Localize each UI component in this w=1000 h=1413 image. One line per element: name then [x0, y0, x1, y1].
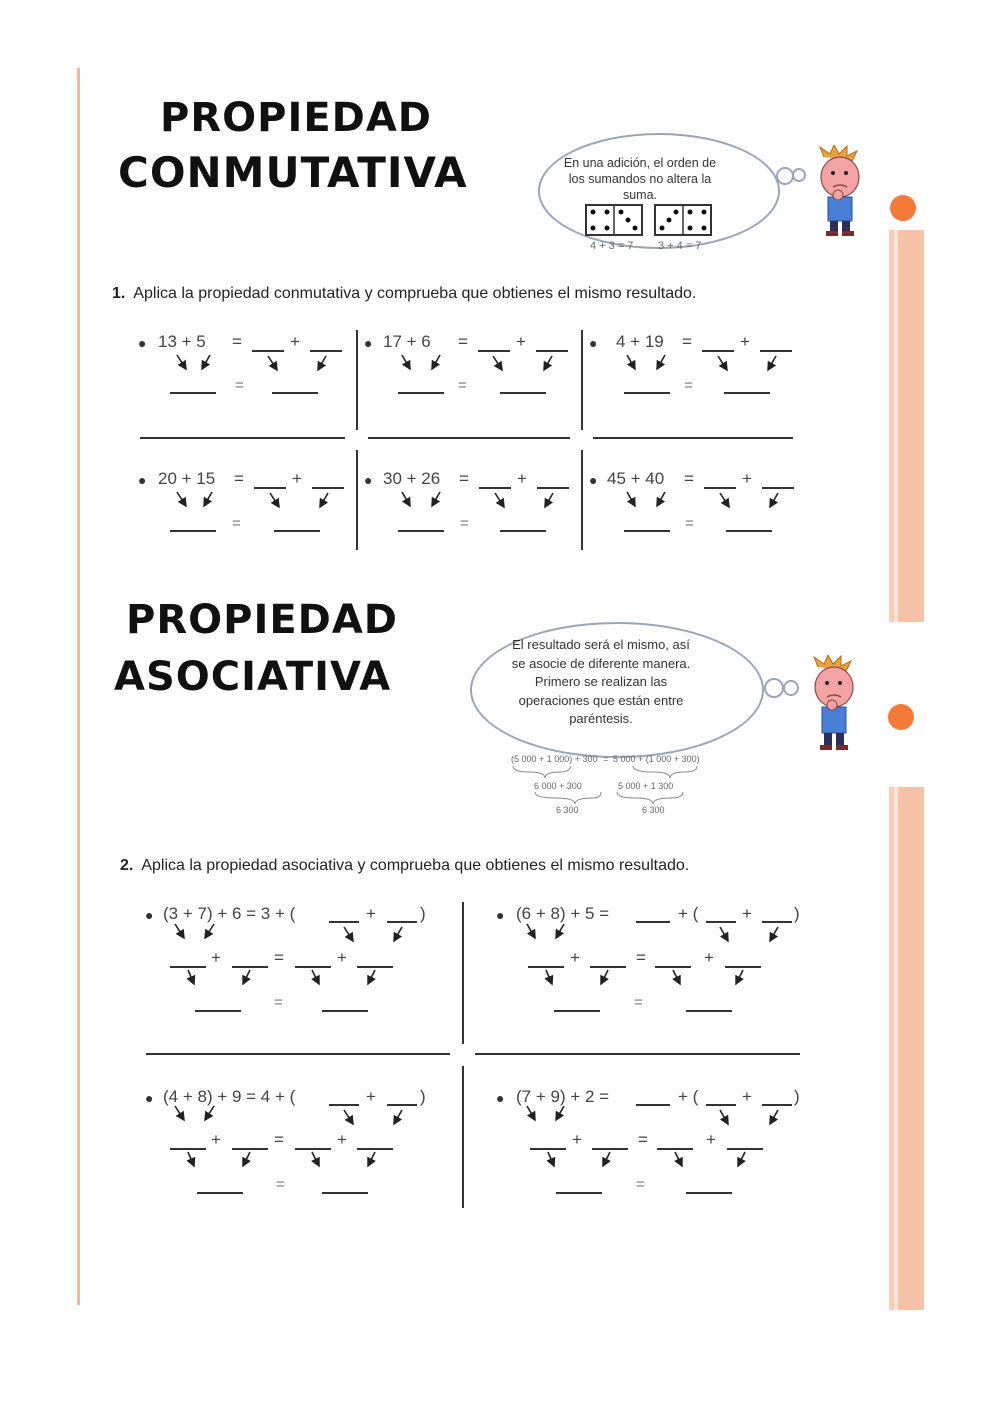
exercise-expression: (7 + 9) + 2 = — [516, 1087, 610, 1106]
plus-sign: + — [570, 948, 580, 967]
close-paren: ) — [794, 1087, 800, 1106]
example-right-top: 5 000 + (1 000 + 300) — [613, 754, 700, 764]
thinking-boy-icon — [804, 655, 866, 753]
answer-blank[interactable] — [310, 350, 342, 352]
answer-blank[interactable] — [727, 1148, 763, 1150]
example-right-mid: 5 000 + 1 300 — [618, 781, 674, 791]
equals-sign: = — [460, 515, 469, 532]
exercise-expression: 17 + 6 — [383, 332, 431, 351]
plus-sign: + — [742, 1087, 752, 1106]
answer-blank[interactable] — [762, 921, 792, 923]
equals-sign: = — [636, 1176, 645, 1193]
section1-title-line1: PROPIEDAD — [160, 95, 433, 141]
answer-blank[interactable] — [636, 921, 670, 923]
answer-blank[interactable] — [624, 530, 670, 532]
instruction-number: 2. — [120, 857, 134, 874]
domino-icon — [585, 204, 715, 238]
grid-divider — [356, 450, 358, 550]
answer-blank[interactable] — [686, 1192, 732, 1194]
equals-sign: = — [458, 377, 467, 394]
grid-divider — [368, 437, 570, 439]
answer-blank[interactable] — [478, 350, 510, 352]
example-brackets — [505, 762, 705, 808]
answer-blank[interactable] — [322, 1192, 368, 1194]
equals-sign: = — [232, 515, 241, 532]
bullet: ● — [589, 335, 598, 351]
answer-blank[interactable] — [398, 530, 444, 532]
answer-blank[interactable] — [536, 350, 568, 352]
exercise-expression: 45 + 40 — [607, 469, 665, 488]
answer-blank[interactable] — [312, 487, 344, 489]
bullet: ● — [145, 907, 154, 923]
answer-blank[interactable] — [500, 392, 546, 394]
answer-blank[interactable] — [398, 392, 444, 394]
thinking-boy-icon — [810, 145, 870, 237]
answer-blank[interactable] — [357, 1148, 393, 1150]
plus-sign: + — [572, 1130, 582, 1149]
answer-blank[interactable] — [556, 1192, 602, 1194]
plus-sign: + — [211, 948, 221, 967]
equals-sign: = — [276, 1176, 285, 1193]
grid-divider — [593, 437, 793, 439]
grid-divider — [140, 437, 345, 439]
equals-sign: = — [274, 948, 284, 967]
answer-blank[interactable] — [702, 350, 734, 352]
domino-equation: 4 + 3 = 7 — [590, 240, 634, 252]
instruction-number: 1. — [112, 285, 126, 302]
section1-title-line2: CONMUTATIVA — [118, 148, 468, 197]
bullet: ● — [496, 907, 505, 923]
answer-blank[interactable] — [254, 487, 286, 489]
answer-blank[interactable] — [724, 392, 770, 394]
thought-bubble — [764, 678, 784, 698]
section2-title-line2: ASOCIATIVA — [114, 654, 392, 700]
answer-blank[interactable] — [590, 966, 626, 968]
answer-blank[interactable] — [252, 350, 284, 352]
thought-bubble — [792, 168, 806, 182]
instruction-1 — [112, 285, 696, 303]
left-margin-rule — [77, 68, 80, 1305]
answer-blank[interactable] — [554, 1010, 600, 1012]
answer-blank[interactable] — [686, 1010, 732, 1012]
answer-blank[interactable] — [329, 1104, 359, 1106]
answer-blank[interactable] — [706, 1104, 736, 1106]
domino-equation: 3 + 4 = 7 — [658, 240, 702, 252]
exercise-expression: 30 + 26 — [383, 469, 441, 488]
answer-blank[interactable] — [170, 966, 206, 968]
bullet: ● — [145, 1090, 154, 1106]
answer-blank[interactable] — [479, 487, 511, 489]
answer-blank[interactable] — [387, 1104, 417, 1106]
bullet: ● — [138, 335, 147, 351]
example-left-mid: 6 000 + 300 — [534, 781, 582, 791]
plus-sign: + — [290, 332, 300, 351]
bullet: ● — [364, 335, 373, 351]
answer-blank[interactable] — [170, 530, 216, 532]
answer-blank[interactable] — [195, 1010, 241, 1012]
answer-blank[interactable] — [322, 1010, 368, 1012]
orange-dot-icon — [888, 704, 914, 730]
plus-sign: + — [292, 469, 302, 488]
open-paren: + ( — [678, 904, 699, 923]
answer-blank[interactable] — [295, 966, 331, 968]
bullet: ● — [496, 1090, 505, 1106]
answer-blank[interactable] — [530, 1148, 566, 1150]
plus-sign: + — [337, 948, 347, 967]
equals-sign: = — [682, 332, 692, 351]
answer-blank[interactable] — [592, 1148, 628, 1150]
answer-blank[interactable] — [170, 1148, 206, 1150]
example-equals: = — [603, 754, 609, 764]
instruction-text: Aplica la propiedad conmutativa y comprueba que obtienes el mismo resultado. — [133, 285, 697, 302]
section2-title-line1: PROPIEDAD — [126, 597, 399, 643]
answer-blank[interactable] — [725, 966, 761, 968]
grid-divider — [581, 450, 583, 550]
equals-sign: = — [232, 332, 242, 351]
answer-blank[interactable] — [537, 487, 569, 489]
answer-blank[interactable] — [706, 921, 736, 923]
bullet: ● — [364, 472, 373, 488]
exercise-expression: (3 + 7) + 6 = 3 + ( — [163, 904, 296, 923]
answer-blank[interactable] — [500, 530, 546, 532]
exercise-expression: 20 + 15 — [158, 469, 216, 488]
example-left-top: (5 000 + 1 000) + 300 — [511, 754, 598, 764]
answer-blank[interactable] — [762, 1104, 792, 1106]
grid-divider — [475, 1053, 800, 1055]
answer-blank[interactable] — [232, 966, 268, 968]
bullet: ● — [589, 472, 598, 488]
cloud-text: En una adición, el orden de los sumandos no altera la suma. — [563, 156, 717, 202]
answer-blank[interactable] — [704, 487, 736, 489]
exercise-expression: 4 + 19 — [616, 332, 664, 351]
plus-sign: + — [742, 469, 752, 488]
answer-blank[interactable] — [657, 1148, 693, 1150]
answer-blank[interactable] — [636, 1104, 670, 1106]
close-paren: ) — [794, 904, 800, 923]
cloud-text: El resultado será el mismo, así se asocie de diferente manera. Primero se realizan las operaciones que están entre paréntesis. — [511, 637, 691, 726]
answer-blank[interactable] — [762, 487, 794, 489]
equals-sign: = — [636, 948, 646, 967]
instruction-text: Aplica la propiedad asociativa y comprueba que obtienes el mismo resultado. — [141, 857, 690, 874]
plus-sign: + — [337, 1130, 347, 1149]
answer-blank[interactable] — [272, 392, 318, 394]
close-paren: ) — [420, 1087, 426, 1106]
grid-divider — [146, 1053, 450, 1055]
grid-divider — [581, 330, 583, 430]
equals-sign: = — [638, 1130, 648, 1149]
bullet: ● — [138, 472, 147, 488]
answer-blank[interactable] — [357, 966, 393, 968]
grid-divider — [462, 902, 464, 1044]
equals-sign: = — [234, 469, 244, 488]
grid-divider — [356, 330, 358, 430]
answer-blank[interactable] — [232, 1148, 268, 1150]
equals-sign: = — [459, 469, 469, 488]
plus-sign: + — [742, 904, 752, 923]
equals-sign: = — [684, 377, 693, 394]
plus-sign: + — [706, 1130, 716, 1149]
answer-blank[interactable] — [760, 350, 792, 352]
close-paren: ) — [420, 904, 426, 923]
equals-sign: = — [685, 515, 694, 532]
plus-sign: + — [704, 948, 714, 967]
plus-sign: + — [211, 1130, 221, 1149]
equals-sign: = — [274, 1130, 284, 1149]
answer-blank[interactable] — [624, 392, 670, 394]
plus-sign: + — [366, 904, 376, 923]
answer-blank[interactable] — [329, 921, 359, 923]
exercise-expression: 13 + 5 — [158, 332, 206, 351]
thought-bubble — [783, 680, 799, 696]
equals-sign: = — [634, 994, 643, 1011]
answer-blank[interactable] — [655, 966, 691, 968]
answer-blank[interactable] — [295, 1148, 331, 1150]
exercise-expression: (4 + 8) + 9 = 4 + ( — [163, 1087, 296, 1106]
equals-sign: = — [458, 332, 468, 351]
answer-blank[interactable] — [528, 966, 564, 968]
open-paren: + ( — [678, 1087, 699, 1106]
plus-sign: + — [366, 1087, 376, 1106]
instruction-2 — [120, 857, 689, 875]
equals-sign: = — [684, 469, 694, 488]
example-right-result: 6 300 — [642, 805, 665, 815]
plus-sign: + — [517, 469, 527, 488]
equals-sign: = — [274, 994, 283, 1011]
plus-sign: + — [740, 332, 750, 351]
answer-blank[interactable] — [274, 530, 320, 532]
answer-blank[interactable] — [197, 1192, 243, 1194]
answer-blank[interactable] — [387, 921, 417, 923]
equals-sign: = — [235, 377, 244, 394]
exercise-expression: (6 + 8) + 5 = — [516, 904, 610, 923]
example-left-result: 6 300 — [556, 805, 579, 815]
orange-dot-icon — [890, 195, 916, 221]
answer-blank[interactable] — [726, 530, 772, 532]
grid-divider — [462, 1066, 464, 1208]
plus-sign: + — [516, 332, 526, 351]
answer-blank[interactable] — [170, 392, 216, 394]
